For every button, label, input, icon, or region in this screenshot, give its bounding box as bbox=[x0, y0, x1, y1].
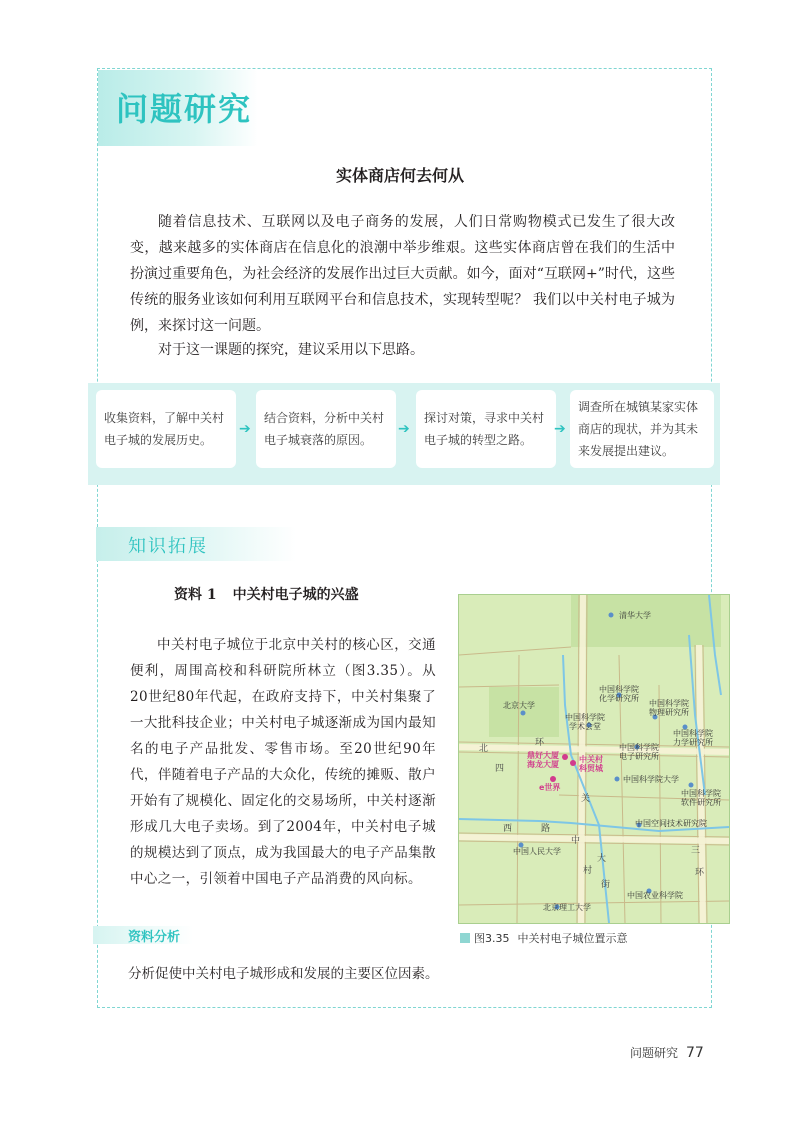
figure-caption-text: 中关村电子城位置示意 bbox=[517, 932, 628, 945]
road-char: 北 bbox=[479, 744, 489, 754]
arrow-right-icon: ➔ bbox=[398, 421, 410, 437]
road-char: 中 bbox=[571, 836, 581, 846]
map-label-cas-committee: 中国科学院 学术会堂 bbox=[565, 713, 605, 731]
road-char: 三 bbox=[691, 846, 701, 856]
flow-step-2-text: 结合资料，分析中关村电子城衰落的原因。 bbox=[264, 411, 385, 447]
flow-step-1 bbox=[96, 390, 236, 468]
zhongguancun-map bbox=[458, 594, 730, 924]
map-label-cas-software: 中国科学院 软件研究所 bbox=[681, 789, 721, 807]
flow-step-3 bbox=[416, 390, 556, 468]
road-char: 街 bbox=[601, 880, 611, 890]
road-char: 四 bbox=[495, 764, 505, 774]
zgc-market-marker bbox=[570, 760, 576, 766]
section-title: 问题研究 bbox=[116, 90, 253, 128]
road-char: 西 bbox=[503, 824, 513, 834]
road-char: 环 bbox=[695, 868, 705, 878]
map-label-tsinghua: 清华大学 bbox=[619, 611, 651, 620]
flow-step-1-text: 收集资料，了解中关村电子城的发展历史。 bbox=[104, 411, 225, 447]
footer-section: 问题研究 bbox=[630, 1046, 679, 1060]
resource-paragraph: 中关村电子城位于北京中关村的核心区，交通便利，周围高校和科研院所林立（图3.35）。从20世纪80年代起，在政府支持下，中关村集聚了一大批科技企业；中关村电子城逐渐成为国内最知名的电子产品批发、零售市场。至20世纪90年代，伴随着电子产品的大众化，传统的摊贩、散户开始有了规模化、固定化的交易场所，中关村逐渐形成几大电子卖场。到了2004年，中关村电子城的规模达到了顶点，成为我国最大的电子产品集散中心之一，引领着中国电子产品消费的风向标。 bbox=[130, 637, 436, 887]
map-label-eworld: e世界 bbox=[539, 783, 561, 792]
road-char: 大 bbox=[597, 854, 607, 864]
figure-number: 图3.35 bbox=[474, 932, 510, 945]
map-label-zgc-market: 中关村 科贸城 bbox=[579, 755, 603, 773]
resource-number: 资料 1 bbox=[174, 587, 217, 603]
arrow-right-icon: ➔ bbox=[554, 421, 566, 437]
topic-title: 实体商店何去何从 bbox=[335, 166, 464, 185]
map-label-cau: 中国农业科学院 bbox=[627, 891, 683, 900]
knowledge-title: 知识拓展 bbox=[128, 536, 208, 557]
map-label-cas-electronics: 中国科学院 电子研究所 bbox=[619, 743, 659, 761]
map-label-ucas: 中国科学院大学 bbox=[623, 775, 679, 784]
approach-paragraph: 对于这一课题的探究，建议采用以下思路。 bbox=[158, 342, 424, 358]
map-label-bit: 北京理工大学 bbox=[543, 903, 591, 912]
caption-square-icon bbox=[460, 933, 470, 943]
map-label-hailong: 鼎好大厦 海龙大厦 bbox=[527, 751, 559, 769]
map-label-cas-chem: 中国科学院 化学研究所 bbox=[599, 685, 639, 703]
flow-step-4-text: 调查所在城镇某家实体商店的现状，并为其未来发展提出建议。 bbox=[578, 400, 699, 458]
road-char: 路 bbox=[541, 824, 551, 834]
hailong-marker bbox=[562, 754, 568, 760]
tsinghua-campus bbox=[571, 595, 721, 647]
flow-step-4 bbox=[570, 390, 714, 468]
figure-caption bbox=[460, 930, 628, 946]
page-number: 77 bbox=[686, 1045, 704, 1061]
flow-step-2 bbox=[256, 390, 396, 468]
eworld-marker bbox=[550, 776, 556, 782]
map-label-cas-physics: 中国科学院 物理研究所 bbox=[649, 699, 689, 717]
road-char: 村 bbox=[583, 866, 593, 876]
map-label-pku: 北京大学 bbox=[503, 701, 535, 710]
analysis-label: 资料分析 bbox=[128, 930, 181, 945]
resource-heading bbox=[174, 584, 375, 604]
arrow-right-icon: ➔ bbox=[239, 421, 251, 437]
analysis-text: 分析促使中关村电子城形成和发展的主要区位因素。 bbox=[128, 966, 439, 982]
flow-step-3-text: 探讨对策，寻求中关村电子城的转型之路。 bbox=[424, 411, 545, 447]
map-label-cas-mech: 中国科学院 力学研究所 bbox=[673, 729, 713, 747]
resource-title: 中关村电子城的兴盛 bbox=[232, 587, 359, 603]
map-label-ruc: 中国人民大学 bbox=[513, 847, 561, 856]
road-char: 关 bbox=[581, 794, 591, 804]
road-char: 环 bbox=[535, 738, 545, 748]
map-label-space-tech: 中国空间技术研究院 bbox=[635, 819, 707, 828]
page-footer bbox=[630, 1044, 704, 1061]
intro-paragraph: 随着信息技术、互联网以及电子商务的发展，人们日常购物模式已发生了很大改变，越来越多的实体商店在信息化的浪潮中举步维艰。这些实体商店曾在我们的生活中扮演过重要角色，为社会经济的发展作出过巨大贡献。如今，面对“互联网+”时代，这些传统的服务业该如何利用互联网平台和信息技术，实现转型呢？ 我们以中关村电子城为例，来探讨这一问题。 bbox=[130, 214, 675, 334]
